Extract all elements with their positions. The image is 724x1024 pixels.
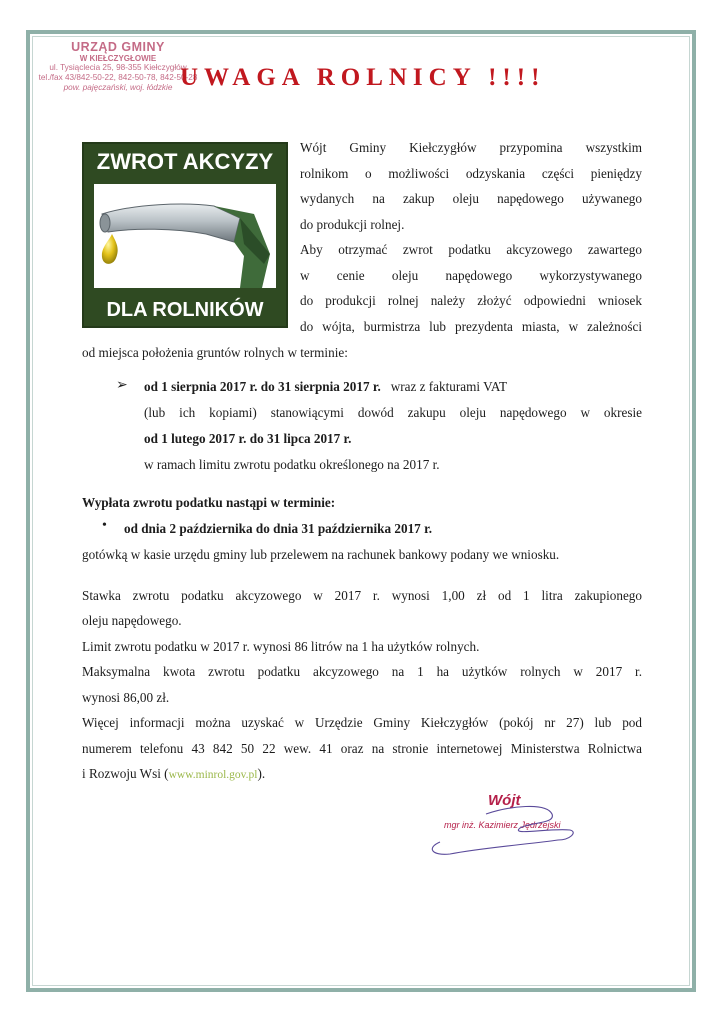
page-title: UWAGA ROLNICY !!!! xyxy=(180,64,546,91)
stamp-office-name: URZĄD GMINY xyxy=(71,40,165,54)
rate-line: Stawka zwrotu podatku akcyzowego w 2017 r. wynosi 1,00 zł od 1 litra zakupionego xyxy=(82,588,642,603)
stamp-office-place: W KIEŁCZYGŁOWIE xyxy=(79,54,157,63)
info-line-suffix: ). xyxy=(257,766,266,781)
limit-line: Limit zwrotu podatku w 2017 r. wynosi 86 litrów na 1 ha użytków rolnych. xyxy=(82,639,480,654)
payout-heading: Wypłata zwrotu podatku nastąpi w terminie: xyxy=(82,495,336,510)
excise-refund-poster xyxy=(82,142,288,328)
fuel-nozzle-icon xyxy=(94,184,276,288)
text-line: wydanych na zakup oleju napędowego używanego xyxy=(300,191,642,206)
term-dates-bold: od 1 sierpnia 2017 r. do 31 sierpnia 2017 r. xyxy=(144,379,381,394)
text-line: w cenie oleju napędowego wykorzystywanego xyxy=(300,268,642,283)
info-line xyxy=(82,764,265,785)
term-limit-note: w ramach limitu zwrotu podatku określonego na 2017 r. xyxy=(144,457,440,472)
handwritten-signature-icon xyxy=(420,792,590,862)
text-line: rolnikom o możliwości odzyskania części pieniędzy xyxy=(300,166,642,181)
stamp-region: pow. pajęczański, woj. łódzkie xyxy=(63,83,173,92)
ministry-link[interactable]: www.minrol.gov.pl xyxy=(168,769,258,781)
text-line: do wójta, burmistrza lub prezydenta miasta, w zależności xyxy=(300,319,642,334)
term-dates xyxy=(144,377,507,397)
poster-top-text: ZWROT AKCYZY xyxy=(96,149,274,174)
text-line: Aby otrzymać zwrot podatku akcyzowego zawartego xyxy=(300,242,642,257)
term-dates-rest: wraz z fakturami VAT xyxy=(390,379,508,394)
text-line: Wójt Gminy Kiełczygłów przypomina wszystkim xyxy=(300,140,642,155)
term-invoices: (lub ich kopiami) stanowiącymi dowód zakupu oleju napędowego w okresie xyxy=(144,405,642,420)
text-line: do produkcji rolnej należy złożyć odpowiedni wniosek xyxy=(300,293,642,308)
stamp-phone: tel./fax 43/842-50-22, 842-50-78, 842-50-28 xyxy=(38,73,198,82)
bullet-icon: • xyxy=(102,518,107,533)
signature-block xyxy=(420,792,590,862)
signature-title: Wójt xyxy=(488,792,521,809)
max-line: Maksymalna kwota zwrotu podatku akcyzowego na 1 ha użytków rolnych w 2017 r. xyxy=(82,664,642,679)
arrow-bullet-icon: ➢ xyxy=(116,378,128,393)
info-line-prefix: i Rozwoju Wsi ( xyxy=(82,766,169,781)
info-line: Więcej informacji można uzyskać w Urzędzie Gminy Kiełczygłów (pokój nr 27) lub pod xyxy=(82,715,642,730)
max-line: wynosi 86,00 zł. xyxy=(82,690,170,705)
info-line: numerem telefonu 43 842 50 22 wew. 41 oraz na stronie internetowej Ministerstwa Rolnictwa xyxy=(82,741,642,756)
poster-bottom-text: DLA ROLNIKÓW xyxy=(106,299,264,321)
stamp-address: ul. Tysiąclecia 25, 98-355 Kiełczygłów xyxy=(49,63,187,72)
payout-method: gotówką w kasie urzędu gminy lub przelewem na rachunek bankowy podany we wniosku. xyxy=(82,547,560,562)
payout-dates: od dnia 2 października do dnia 31 października 2017 r. xyxy=(124,521,433,536)
term-purchase-period: od 1 lutego 2017 r. do 31 lipca 2017 r. xyxy=(144,431,352,446)
text-line: od miejsca położenia gruntów rolnych w terminie: xyxy=(82,345,348,360)
text-line: do produkcji rolnej. xyxy=(300,217,405,232)
signature-name: mgr inż. Kazimierz Jędrzejski xyxy=(444,820,561,830)
rate-line: oleju napędowego. xyxy=(82,613,182,628)
